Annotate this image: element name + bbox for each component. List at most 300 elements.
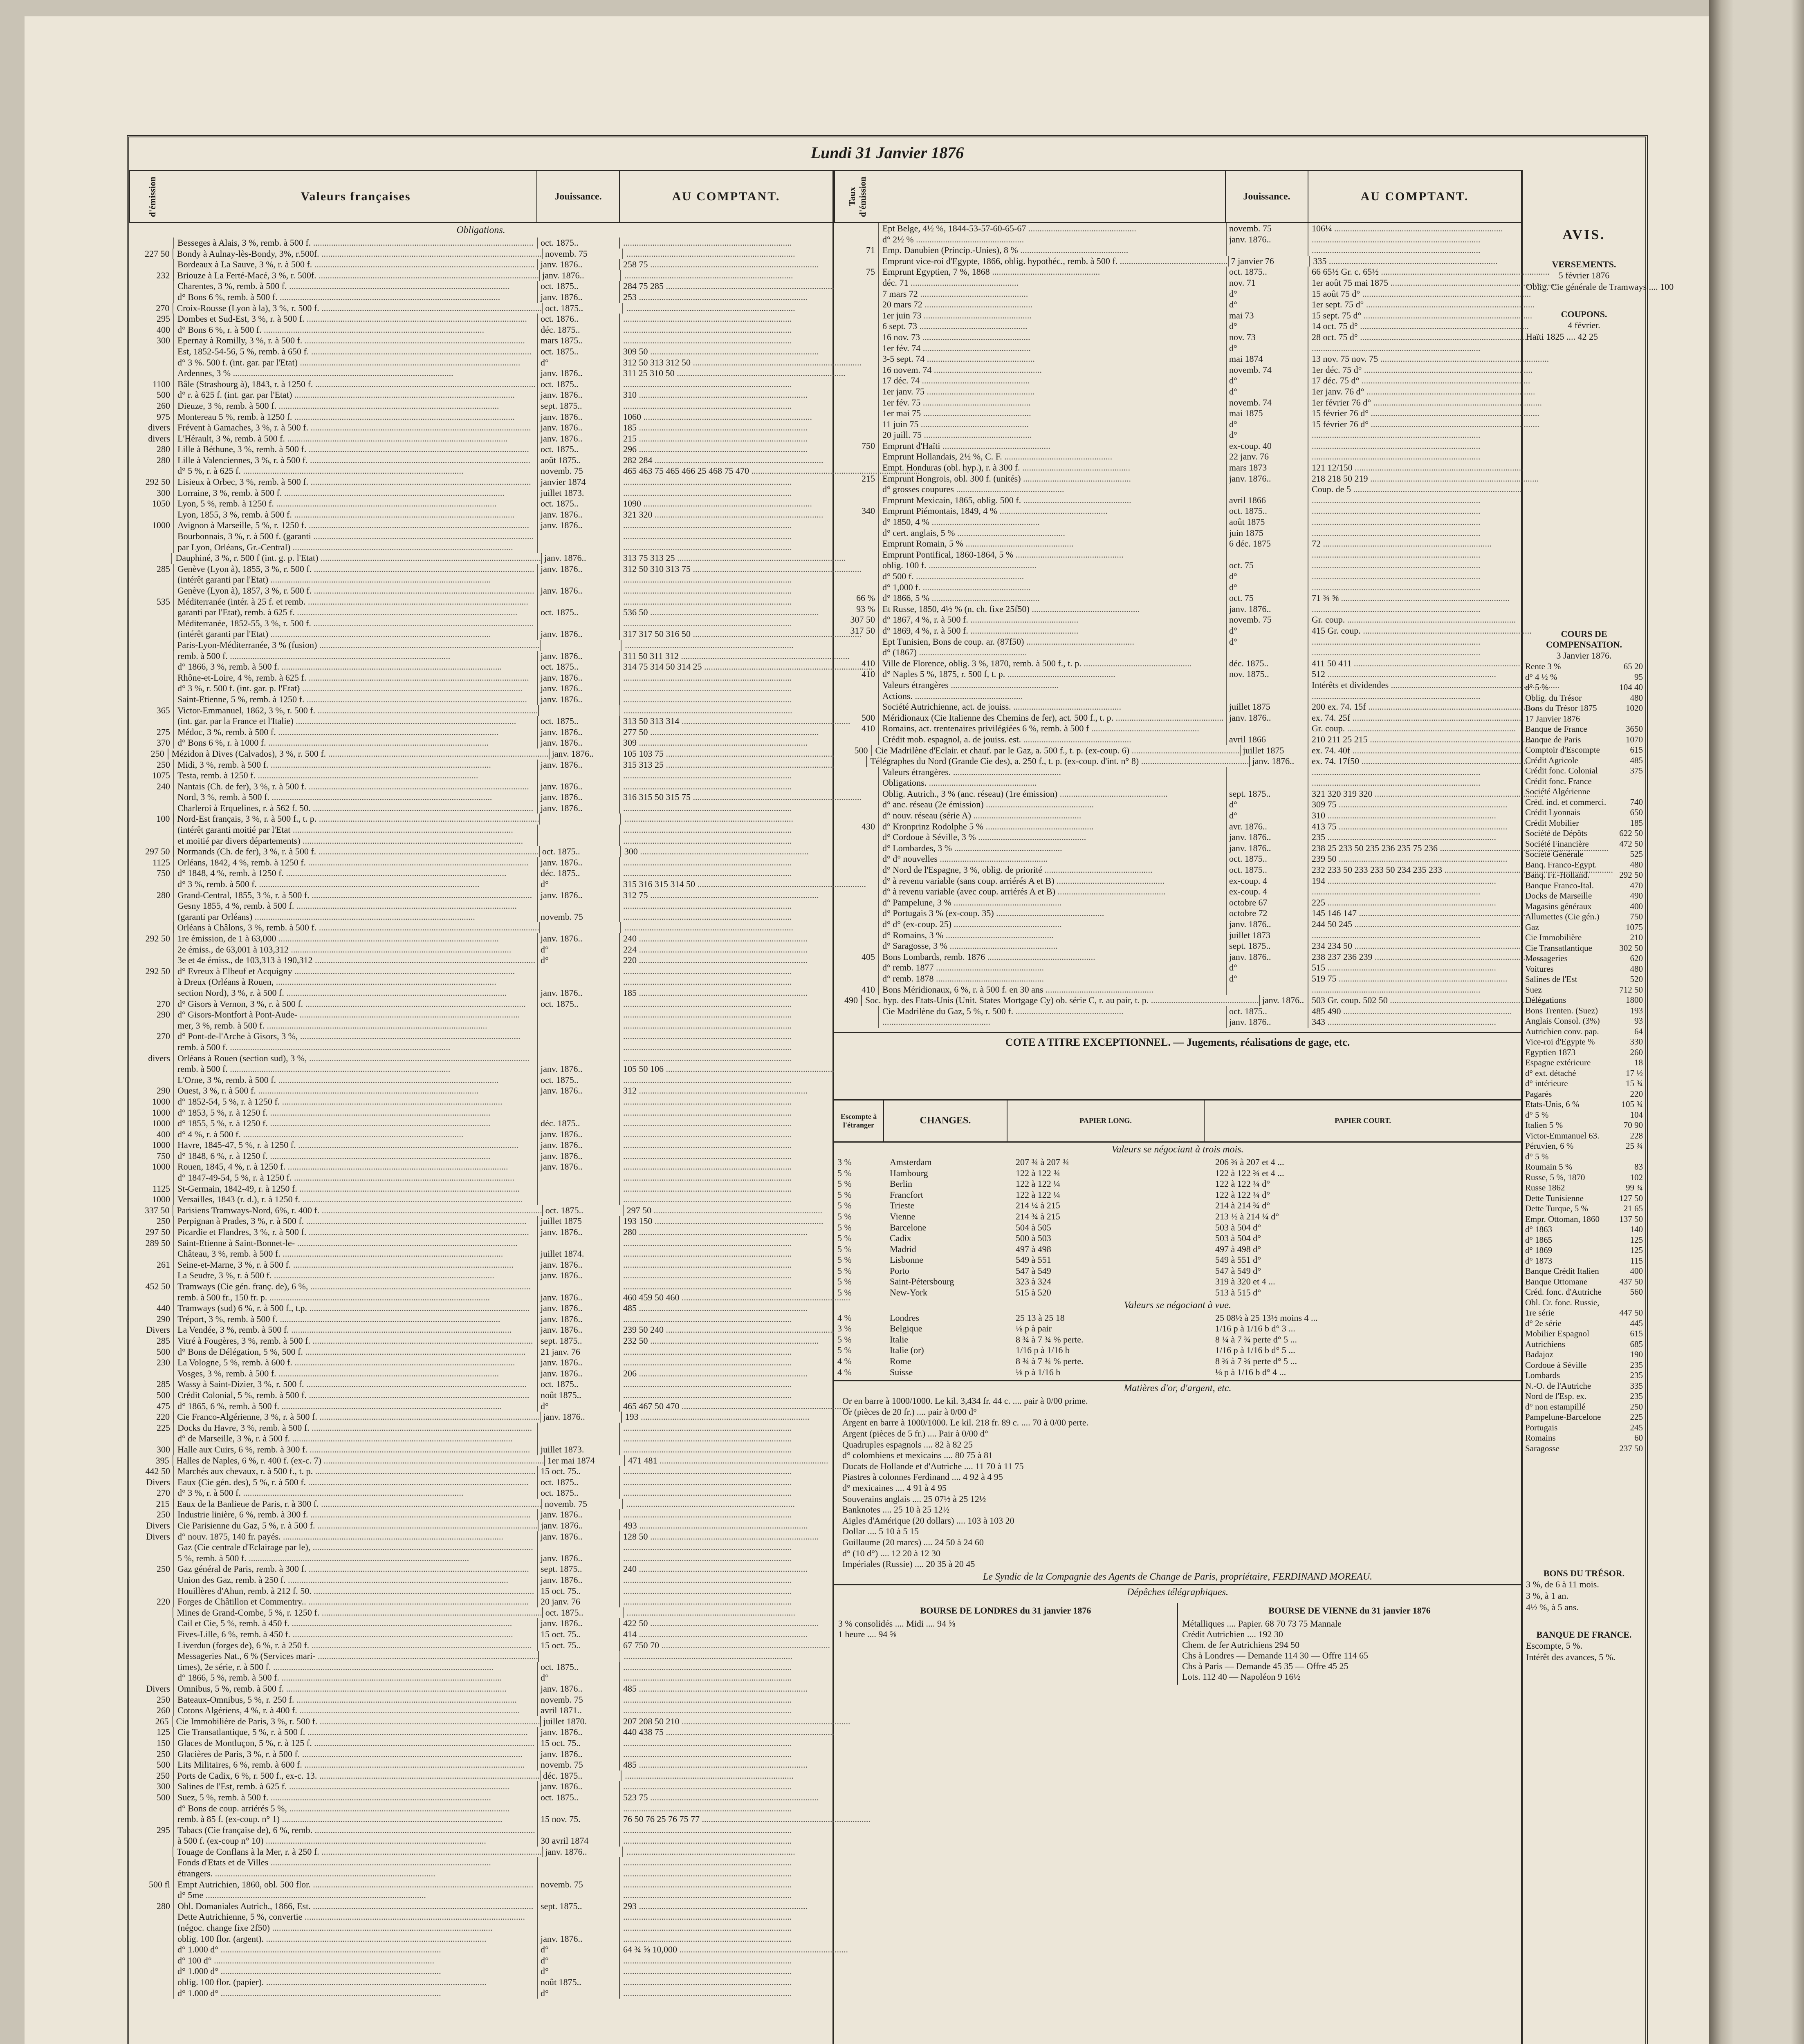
name-cell: Fives-Lille, 6 %, remb. à 450 f. ..... [174, 1629, 538, 1640]
jouissance-cell: d° [538, 1966, 620, 1977]
cours-label: Rente 3 % [1525, 661, 1561, 671]
emission-cell: 292 50 [129, 933, 174, 944]
jouissance-cell: janv. 1876.. [538, 1140, 620, 1151]
table-row [129, 1607, 832, 1618]
name-cell: Lorraine, 3 %, remb. à 500 f. ..... [174, 488, 538, 499]
jouissance-cell: oct. 1875.. [538, 607, 620, 618]
emission-cell: 240 [129, 781, 174, 792]
exchange-row [834, 1211, 1521, 1222]
metal-row: Or (pièces de 20 fr.) .... pair à 0/00 d° [842, 1406, 977, 1417]
price-cell [620, 1749, 832, 1760]
cours-label: Gaz [1525, 922, 1539, 932]
jouissance-cell [538, 531, 620, 542]
jouissance-cell: janv. 1876.. [538, 1368, 620, 1379]
cours-value: 685 [1630, 1339, 1643, 1349]
short-paper-cell: 214 à 214 ¾ d° [1215, 1200, 1270, 1211]
price-cell [624, 1607, 832, 1618]
cours-row [1523, 1078, 1645, 1089]
jouissance-cell: sept. 1875.. [1227, 789, 1308, 800]
price-cell [620, 1651, 832, 1662]
cours-row [1523, 714, 1645, 724]
jouissance-cell: oct. 1875.. [538, 346, 620, 357]
emission-cell: 500 [129, 1390, 174, 1401]
price-cell [620, 1151, 832, 1162]
name-cell: d° remb. 1877 ..... [879, 962, 1227, 973]
city-cell: New-York [890, 1287, 927, 1298]
jouissance-cell: janv. 1876.. [538, 792, 620, 803]
table-row [834, 713, 1521, 724]
name-cell: Nantais (Ch. de fer), 3 %, r. à 500 f. ..... [174, 781, 538, 792]
name-cell: Parisiens Tramways-Nord, 6%, r. 400 f. ..... [173, 1205, 543, 1216]
price-cell: 200 ex. 74. 15f ..... [1308, 702, 1521, 713]
price-cell [620, 1161, 832, 1172]
name-cell: 2e émiss., de 63,001 à 103,312 ..... [174, 944, 538, 955]
name-cell: Dette Autrichienne, 5 %, convertie ..... [174, 1912, 538, 1923]
name-cell: étrangers. ..... [174, 1868, 538, 1879]
price-cell [620, 574, 832, 585]
cours-label: Banque Ottomane [1525, 1276, 1588, 1286]
name-cell: 1er janv. 75 ..... [879, 386, 1227, 397]
table-row [129, 357, 832, 368]
cours-value: 228 [1630, 1130, 1643, 1141]
emission-cell: 500 [129, 390, 174, 401]
cours-value: 210 [1630, 932, 1643, 942]
cours-row [1523, 1402, 1645, 1412]
table-row [129, 737, 832, 749]
emission-cell: 280 [129, 1901, 174, 1912]
name-cell: d° Kronprinz Rodolphe 5 % ..... [879, 821, 1227, 832]
cours-label: Créd. fonc. d'Autriche [1525, 1287, 1602, 1297]
papier-court-header: PAPIER COURT. [1335, 1116, 1391, 1125]
jouissance-cell [538, 1868, 620, 1879]
jouissance-cell: déc. 1875.. [538, 868, 620, 879]
three-month-subtitle: Valeurs se négociant à trois mois. [1111, 1144, 1244, 1155]
emission-cell: 280 [129, 890, 174, 901]
price-cell [620, 1738, 832, 1749]
jouissance-cell: d° [538, 1988, 620, 1999]
price-cell [620, 770, 832, 781]
price-cell [1308, 604, 1521, 615]
cours-value: 18 [1634, 1058, 1643, 1067]
price-cell: 71 ¾ ⅝ ..... [1308, 593, 1521, 604]
price-cell: 485 ..... [620, 1759, 832, 1771]
name-cell: Lits Militaires, 6 %, remb. à 600 f. ..... [174, 1759, 538, 1771]
name-cell: Marchés aux chevaux, r. à 500 f., t. p. ..... [174, 1466, 538, 1477]
changes-rows [834, 1157, 1521, 1378]
metal-row: Quadruples espagnols .... 82 à 82 25 [842, 1439, 973, 1450]
price-cell: 15 août 75 d° ..... [1308, 289, 1521, 300]
table-row [834, 658, 1521, 669]
price-cell [620, 1053, 832, 1064]
cours-row [1523, 1068, 1645, 1079]
price-cell [621, 922, 832, 933]
jouissance-cell [538, 618, 620, 629]
cours-value: 375 [1630, 766, 1643, 775]
emission-cell [129, 1857, 174, 1868]
emission-cell [129, 585, 174, 596]
mid-jouissance-header: Jouissance. [1226, 171, 1308, 222]
jouissance-cell: novemb. 75 [538, 912, 620, 923]
cours-row [1523, 922, 1645, 933]
price-cell: 235 ..... [1308, 832, 1521, 843]
table-row [129, 1771, 832, 1782]
name-cell: 5 %, remb. à 500 f. ..... [174, 1553, 538, 1564]
short-paper-cell: 503 à 504 d° [1215, 1233, 1261, 1244]
exchange-row [834, 1190, 1521, 1201]
price-cell [1308, 886, 1521, 897]
price-cell [1308, 571, 1521, 582]
table-row [129, 1966, 832, 1977]
jouissance-cell: nov. 73 [1227, 332, 1308, 343]
name-cell: Bons Méridionaux, 6 %, r. à 500 f. en 30 ans ..... [879, 984, 1227, 995]
price-cell [620, 1390, 832, 1401]
name-cell: Omnibus, 5 %, remb. à 500 f. ..... [174, 1683, 538, 1694]
jouissance-cell: janv. 1876.. [538, 390, 620, 401]
price-cell: 76 50 76 25 76 75 77 ..... [620, 1814, 832, 1825]
price-cell [620, 1923, 832, 1934]
name-cell: Gesny 1855, 4 %, remb. à 500 f. ..... [174, 901, 538, 912]
name-cell: 1er fév. 74 ..... [879, 343, 1227, 354]
cours-row [1523, 839, 1645, 849]
jouissance-cell: 15 oct. 75.. [538, 1738, 620, 1749]
emission-cell: 285 [129, 1379, 174, 1390]
cours-value: 193 [1630, 1005, 1643, 1015]
jouissance-cell: 15 oct. 75.. [538, 1586, 620, 1597]
price-cell [620, 1020, 832, 1031]
emission-cell: divers [129, 1053, 174, 1064]
price-cell [622, 1771, 832, 1782]
table-row [129, 1085, 832, 1096]
name-cell: Orléans à Rouen (section sud), 3 %, ..... [174, 1053, 538, 1064]
name-cell: 1er fév. 75 ..... [879, 397, 1227, 408]
cours-value: 105 ¾ [1621, 1099, 1643, 1109]
cours-row [1523, 1381, 1645, 1392]
city-cell: Londres [890, 1312, 920, 1323]
jouissance-cell: juillet 1875 [1241, 745, 1308, 756]
cours-value: 1075 [1626, 922, 1643, 932]
short-paper-cell: 122 à 122 ¼ d° [1215, 1189, 1270, 1200]
name-cell: Cie Parisienne du Gaz, 5 %, r. à 500 f. ..... [174, 1520, 539, 1531]
table-row [129, 1401, 832, 1412]
price-cell: 413 75 ..... [1308, 821, 1521, 832]
jouissance-cell: oct. 1875.. [538, 1792, 620, 1803]
table-row [129, 1792, 832, 1803]
emission-cell: 100 [129, 814, 174, 825]
jouissance-cell [538, 825, 620, 836]
price-cell [620, 1857, 832, 1868]
jouissance-cell: janv. 1876.. [538, 857, 620, 868]
emission-cell [129, 1988, 174, 1999]
price-cell: 15 février 76 d° ..... [1308, 408, 1521, 419]
jouissance-cell: janv. 1876.. [542, 553, 620, 564]
cours-label: Russe 1862 [1525, 1183, 1565, 1192]
emission-cell [129, 651, 174, 662]
jouissance-cell: oct. 1875.. [538, 1488, 620, 1499]
name-cell: d° Pampelune, 3 % ..... [879, 897, 1227, 908]
table-row [129, 651, 832, 662]
emission-cell: 410 [834, 984, 879, 995]
cours-row [1523, 766, 1645, 776]
price-cell [620, 705, 832, 716]
name-cell: d° 1,000 f. ..... [879, 582, 1227, 593]
cours-value: 127 50 [1619, 1193, 1643, 1203]
rate-cell: 5 % [837, 1265, 852, 1276]
table-row [129, 401, 832, 412]
name-cell: Cail et Cie, 5 %, remb. à 450 f. ..... [174, 1618, 538, 1629]
table-row [834, 637, 1521, 648]
emission-cell [834, 430, 879, 441]
name-cell: Méditerranée (intér. à 25 f. et remb. ..... [174, 596, 538, 607]
jouissance-cell: d° [538, 1955, 620, 1966]
jouissance-cell: août 1875 [1227, 517, 1308, 528]
cours-value: 99 ¾ [1626, 1183, 1643, 1192]
name-cell: L'Hérault, 3 %, remb. à 500 f. ..... [174, 433, 538, 444]
emission-cell [129, 1292, 174, 1303]
short-paper-cell: 8 ¾ à 7 ¾ perte d° 5 ... [1215, 1356, 1297, 1367]
name-cell: d° 1852-54, 5 %, r. à 1250 f. ..... [174, 1096, 538, 1107]
name-cell: Cie Madrilène du Gaz, 5 %, r. 500 f. ..... [879, 1006, 1227, 1017]
jouissance-cell: oct. 1875.. [1227, 854, 1308, 865]
price-cell [620, 683, 832, 694]
name-cell: Ardennes, 3 % ..... [174, 368, 538, 379]
table-row [129, 1934, 832, 1945]
price-cell: Gr. coup. ..... [1308, 614, 1521, 625]
table-row [834, 734, 1521, 745]
emission-cell: 500 [834, 713, 879, 724]
table-row [129, 1694, 832, 1706]
price-cell [622, 640, 832, 651]
table-row [834, 223, 1521, 234]
table-row [129, 1825, 832, 1836]
price-cell [620, 999, 832, 1010]
name-cell: La Seudre, 3 %, r. à 500 f. ..... [174, 1270, 538, 1281]
emission-cell: 289 50 [129, 1238, 174, 1249]
table-row [129, 803, 832, 814]
table-row [129, 1172, 832, 1183]
cours-row [1523, 682, 1645, 693]
jouissance-cell: oct. 75 [1227, 560, 1308, 571]
table-row [834, 876, 1521, 887]
table-row [129, 1281, 832, 1292]
emission-cell [834, 876, 879, 887]
emission-cell [129, 531, 174, 542]
table-row [834, 332, 1521, 343]
price-cell [620, 1444, 832, 1455]
emission-cell: divers [129, 422, 174, 433]
emission-cell: Divers [129, 1531, 174, 1542]
cours-label: Vice-roi d'Egypte % [1525, 1037, 1595, 1047]
table-row [129, 412, 832, 423]
jouissance-cell: oct. 1875.. [543, 1205, 624, 1216]
jouissance-cell [1227, 680, 1308, 691]
cours-row [1523, 1308, 1645, 1318]
table-row [129, 1096, 832, 1107]
cours-row [1523, 1360, 1645, 1371]
emission-cell [834, 767, 879, 778]
rate-cell: 5 % [837, 1287, 852, 1298]
emission-cell [129, 944, 174, 955]
jouissance-cell: janv. 1876.. [1227, 604, 1308, 615]
name-cell: Cie Franco-Algérienne, 3 %, r. à 500 f. ..... [174, 1412, 541, 1423]
price-cell: 310 ..... [620, 390, 832, 401]
name-cell: d° Pont-de-l'Arche à Gisors, 3 %, ..... [174, 1031, 538, 1042]
price-cell [620, 1433, 832, 1444]
cours-row [1523, 661, 1645, 672]
name-cell: Emprunt vice-roi d'Egypte, 1866, oblig. hypothéc., remb. à 500 f. ..... [879, 256, 1228, 267]
emission-cell: 270 [129, 999, 174, 1010]
table-row [129, 1988, 832, 1999]
jouissance-cell [1227, 723, 1308, 734]
cours-label: Péruvien, 6 % [1525, 1141, 1574, 1151]
jouissance-cell [538, 1825, 620, 1836]
price-cell: 313 75 313 25 ..... [620, 553, 832, 564]
emission-cell [834, 223, 879, 234]
price-cell [623, 1499, 832, 1510]
cours-label: Empr. Ottoman, 1860 [1525, 1214, 1600, 1224]
price-cell: 280 ..... [620, 1227, 832, 1238]
jouissance-cell [1227, 647, 1308, 658]
rate-cell: 5 % [837, 1179, 852, 1189]
rate-cell: 5 % [837, 1233, 852, 1244]
cours-value: 140 [1630, 1224, 1643, 1234]
short-paper-cell: ⅛ p à 1/16 b d° 4 ... [1215, 1367, 1286, 1377]
table-row [129, 1662, 832, 1673]
price-cell [623, 1847, 832, 1858]
cours-row [1523, 1089, 1645, 1100]
table-row [129, 1542, 832, 1553]
emission-cell: 270 [129, 1031, 174, 1042]
jouissance-cell: janv. 1876.. [538, 433, 620, 444]
table-row [129, 1629, 832, 1640]
emission-cell [129, 1042, 174, 1053]
price-cell [620, 1912, 832, 1923]
cours-row [1523, 724, 1645, 735]
jouissance-cell: janv. 1876.. [538, 1683, 620, 1694]
cours-label: Crédit fonc. France [1525, 776, 1592, 786]
table-row [834, 397, 1521, 408]
table-row [129, 1009, 832, 1020]
londres-block [834, 1603, 1178, 1685]
emission-cell: 452 50 [129, 1281, 174, 1292]
price-cell [1308, 430, 1521, 441]
price-cell: 258 75 ..... [620, 259, 832, 270]
cours-value: 480 [1630, 964, 1643, 974]
table-row [129, 694, 832, 705]
table-row [129, 1716, 832, 1727]
cours-value: 400 [1630, 901, 1643, 911]
name-cell: Bourbonnais, 3 %, r. à 500 f. (garanti ..... [174, 531, 538, 542]
name-cell: d° anc. réseau (2e émission) ..... [879, 799, 1227, 810]
cours-row [1523, 1110, 1645, 1121]
table-row [129, 1042, 832, 1053]
name-cell: 3-5 sept. 74 ..... [879, 354, 1227, 365]
emission-cell: 442 50 [129, 1466, 174, 1477]
table-row [834, 745, 1521, 756]
long-paper-cell: 500 à 503 [1016, 1233, 1051, 1244]
jouissance-cell: d° [538, 1401, 620, 1412]
price-cell: 317 317 50 316 50 ..... [620, 629, 832, 640]
metal-row: d° (10 d°) .... 12 20 à 12 30 [842, 1548, 941, 1558]
price-cell: 335 ..... [1310, 256, 1521, 267]
price-cell [620, 379, 832, 390]
cours-row [1523, 1256, 1645, 1266]
name-cell: Emprunt Egyptien, 7 %, 1868 ..... [879, 267, 1227, 278]
jouissance-cell: déc. 1875.. [541, 1771, 622, 1782]
jouissance-cell: janv. 1876.. [1227, 952, 1308, 963]
emission-cell: 225 [129, 1423, 174, 1434]
cours-row [1523, 1120, 1645, 1131]
price-cell: 17 déc. 75 d° ..... [1308, 375, 1521, 386]
jouissance-cell: janv. 1876.. [1250, 756, 1308, 767]
emission-cell: 405 [834, 952, 879, 963]
price-cell: 310 ..... [1308, 810, 1521, 821]
cours-row [1523, 818, 1645, 829]
name-cell: Suez, 5 %, remb. à 500 f. ..... [174, 1792, 538, 1803]
short-paper-cell: 1/16 p à 1/16 b d° 3 ... [1215, 1323, 1295, 1334]
exchange-row [834, 1266, 1521, 1277]
price-cell: 1090 ..... [620, 498, 832, 509]
exchange-row [834, 1367, 1521, 1378]
table-row [834, 549, 1521, 560]
name-cell: (intérêt garanti moitié par l'Etat ..... [174, 825, 538, 836]
metals-rows [834, 1396, 1521, 1570]
long-paper-cell: 549 à 551 [1016, 1255, 1051, 1265]
jouissance-cell: d° [538, 1944, 620, 1955]
cours-value: 750 [1630, 912, 1643, 921]
emission-cell [129, 1553, 174, 1564]
price-cell [620, 1357, 832, 1368]
table-row [834, 897, 1521, 908]
cours-label: Badajoz [1525, 1349, 1553, 1359]
jouissance-cell: janv. 1876.. [538, 1781, 620, 1792]
price-cell: 314 75 314 50 314 25 ..... [620, 661, 832, 672]
price-cell [620, 1129, 832, 1140]
price-cell [620, 1694, 832, 1706]
table-row [129, 1031, 832, 1042]
price-cell: 225 ..... [1308, 897, 1521, 908]
name-cell: d° 1865, 6 %, remb. à 500 f. ..... [174, 1401, 538, 1412]
jouissance-cell [541, 640, 622, 651]
name-cell: d° Bons 6 %, r. à 500 f. ..... [174, 325, 538, 336]
table-row [129, 574, 832, 585]
emission-cell: 395 [129, 1455, 173, 1466]
emission-cell [129, 629, 174, 640]
table-row [129, 1499, 832, 1510]
jouissance-cell: janv. 1876.. [538, 1151, 620, 1162]
price-cell [620, 966, 832, 977]
cours-row [1523, 745, 1645, 755]
table-row [129, 1477, 832, 1488]
price-cell [620, 1118, 832, 1129]
emission-cell: 66 % [834, 593, 879, 604]
emission-cell: 275 [129, 727, 174, 738]
price-cell [620, 1477, 832, 1488]
emission-cell [834, 365, 879, 376]
price-cell: 185 ..... [620, 988, 832, 999]
name-cell: d° Bons 6 %, r. à 1000 f. ..... [174, 737, 538, 749]
jouissance-cell [538, 1096, 620, 1107]
emission-cell [129, 1075, 174, 1086]
price-cell: 207 208 50 210 ..... [620, 1716, 832, 1727]
emission-cell: 370 [129, 737, 174, 749]
emission-cell [834, 919, 879, 930]
emission-cell [834, 419, 879, 430]
table-row [129, 1238, 832, 1249]
price-cell: 311 25 310 50 ..... [620, 368, 832, 379]
table-row [129, 836, 832, 847]
price-cell: ex. 74. 25f ..... [1308, 713, 1521, 724]
cours-label: d° 5 % [1525, 1109, 1549, 1120]
